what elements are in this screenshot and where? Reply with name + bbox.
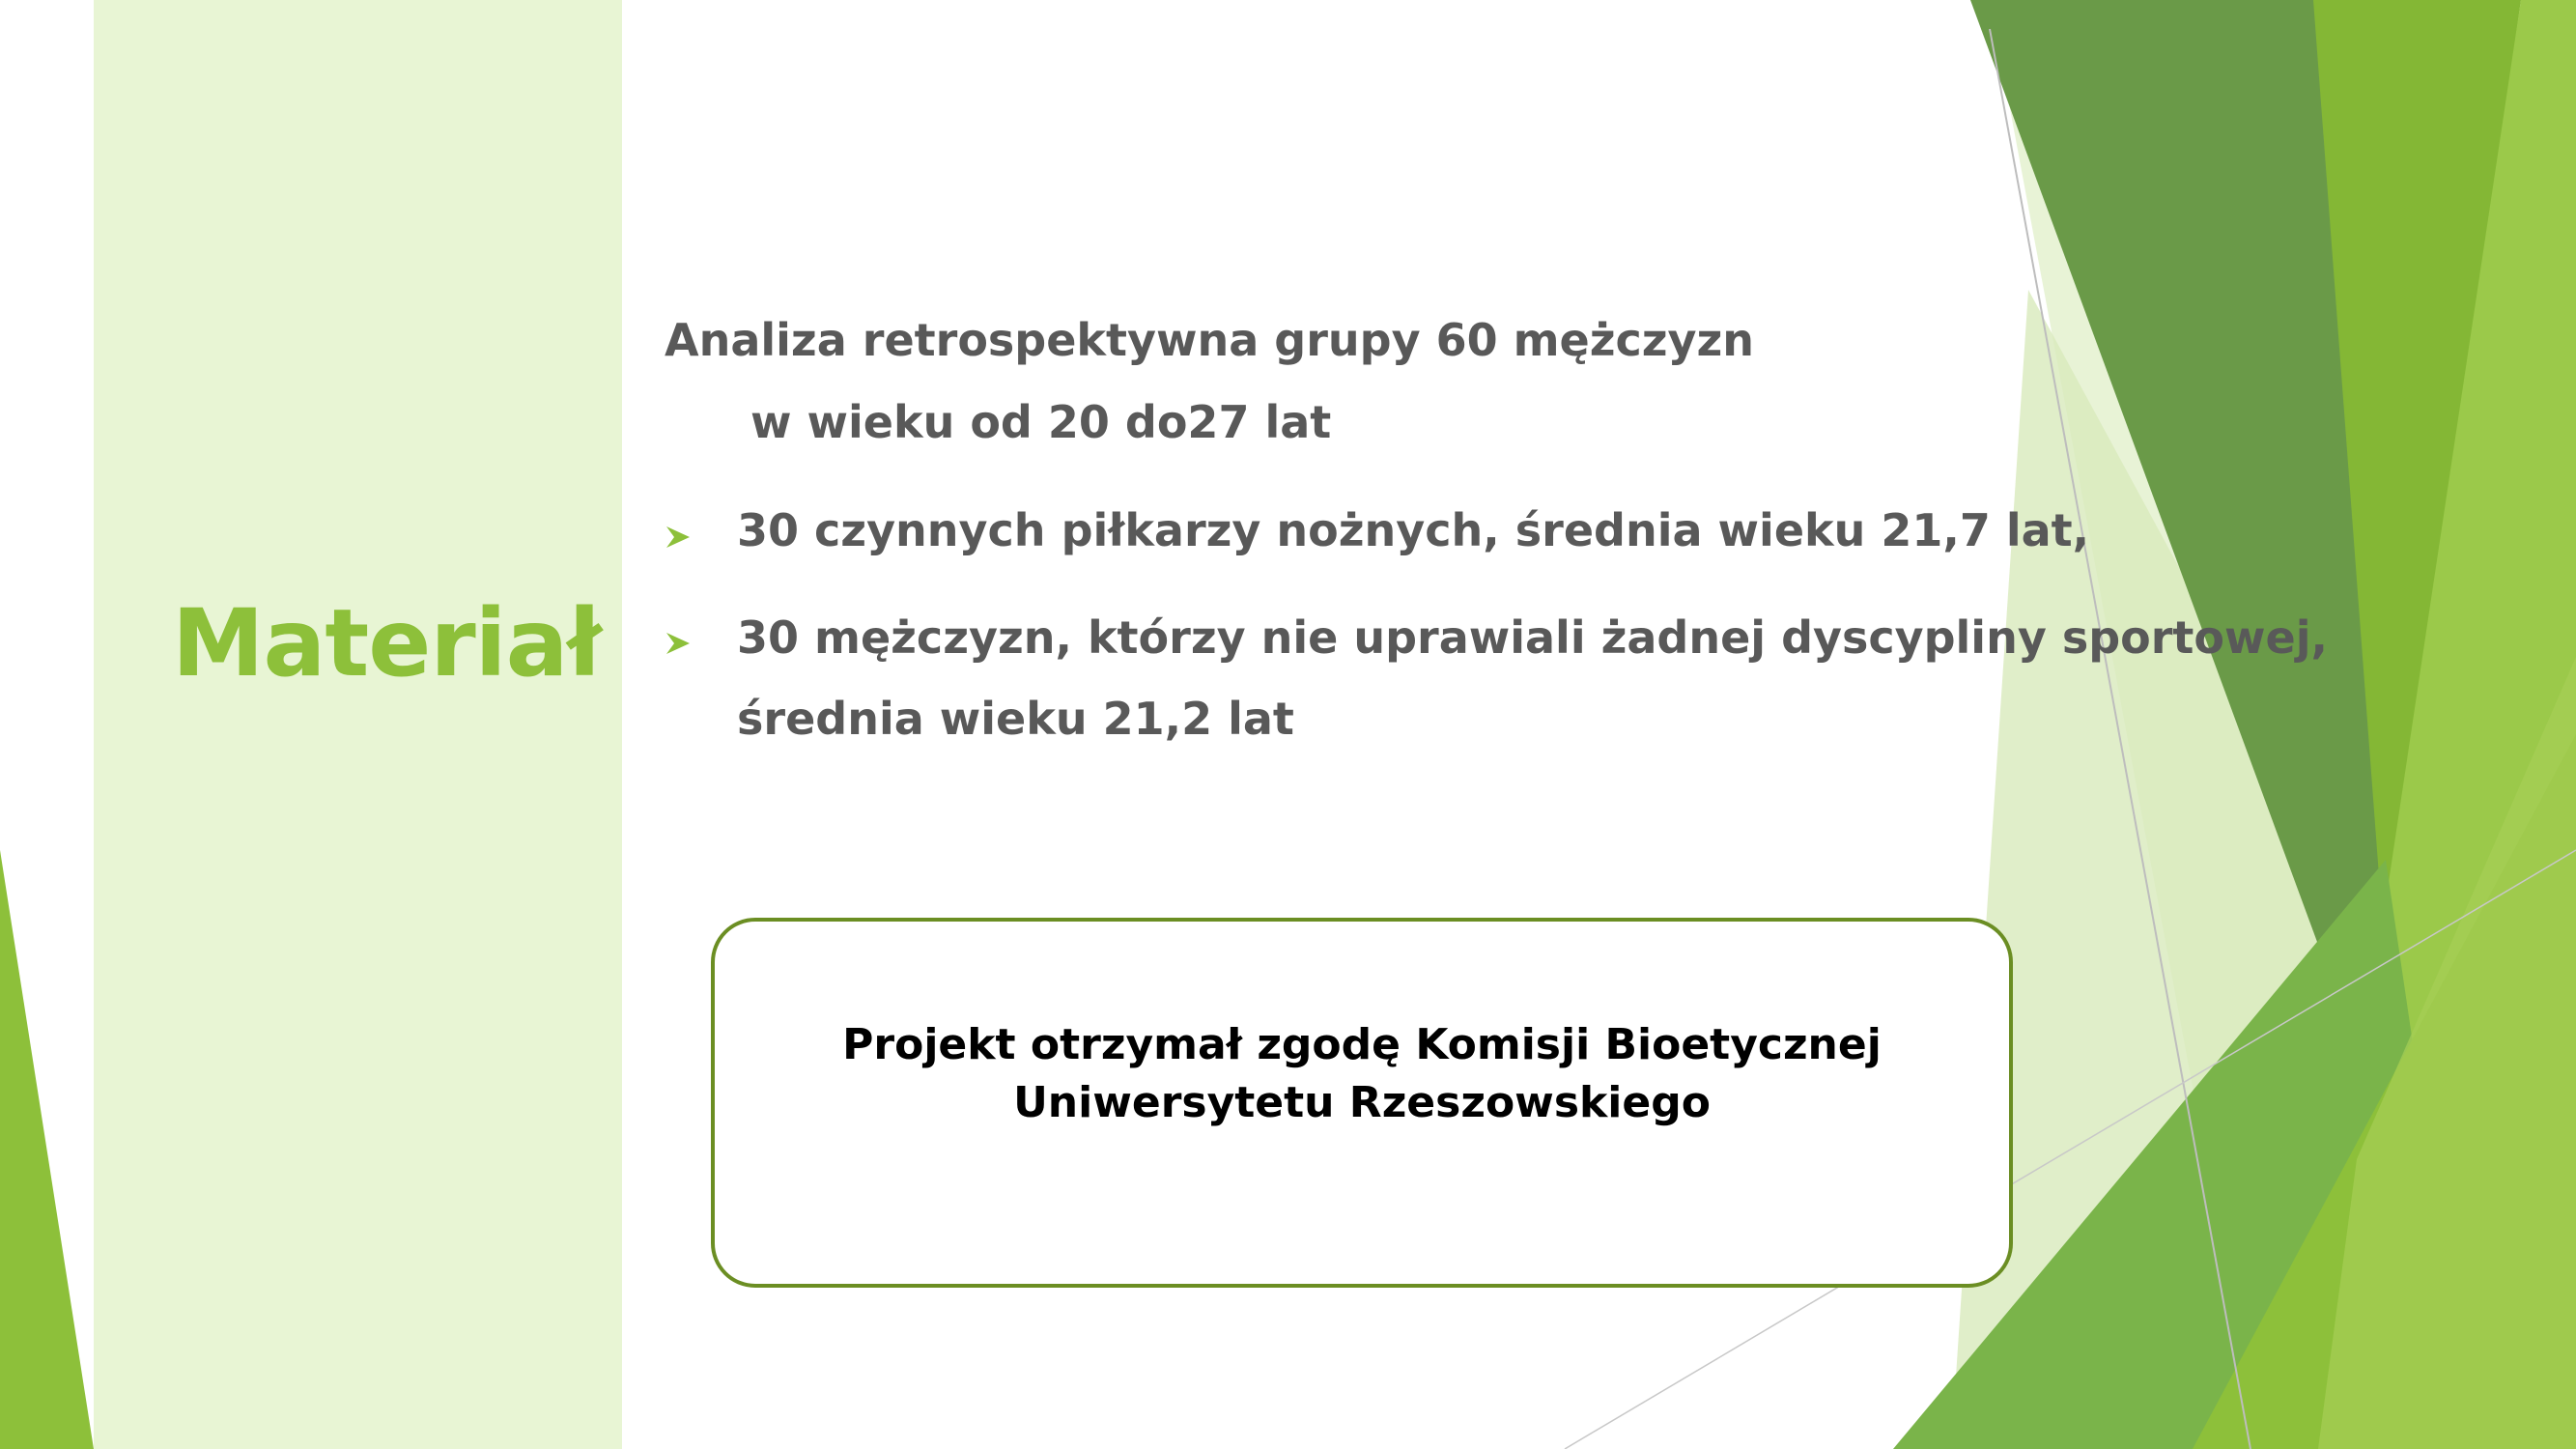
- intro-line-2: w wieku od 20 do27 lat: [750, 396, 1332, 448]
- left-panel: [94, 0, 622, 1449]
- bioethics-note-line-1: Projekt otrzymał zgodę Komisji Bioetycznej: [842, 1020, 1882, 1069]
- left-green-sliver: [0, 850, 94, 1449]
- bullet-item-2-line-1: 30 mężczyzn, którzy nie uprawiali żadnej dyscypliny sportowej,: [737, 611, 2328, 664]
- bioethics-note-line-2: Uniwersytetu Rzeszowskiego: [1013, 1078, 1711, 1127]
- bullet-item-1-line-1: 30 czynnych piłkarzy nożnych, średnia wieku 21,7 lat,: [737, 504, 2090, 556]
- bullet-item-2-line-2: średnia wieku 21,2 lat: [737, 693, 1294, 745]
- intro-line-1: Analiza retrospektywna grupy 60 mężczyzn: [665, 314, 1755, 366]
- slide-title: Materiał: [172, 589, 601, 697]
- bioethics-note-box: [711, 918, 2013, 1288]
